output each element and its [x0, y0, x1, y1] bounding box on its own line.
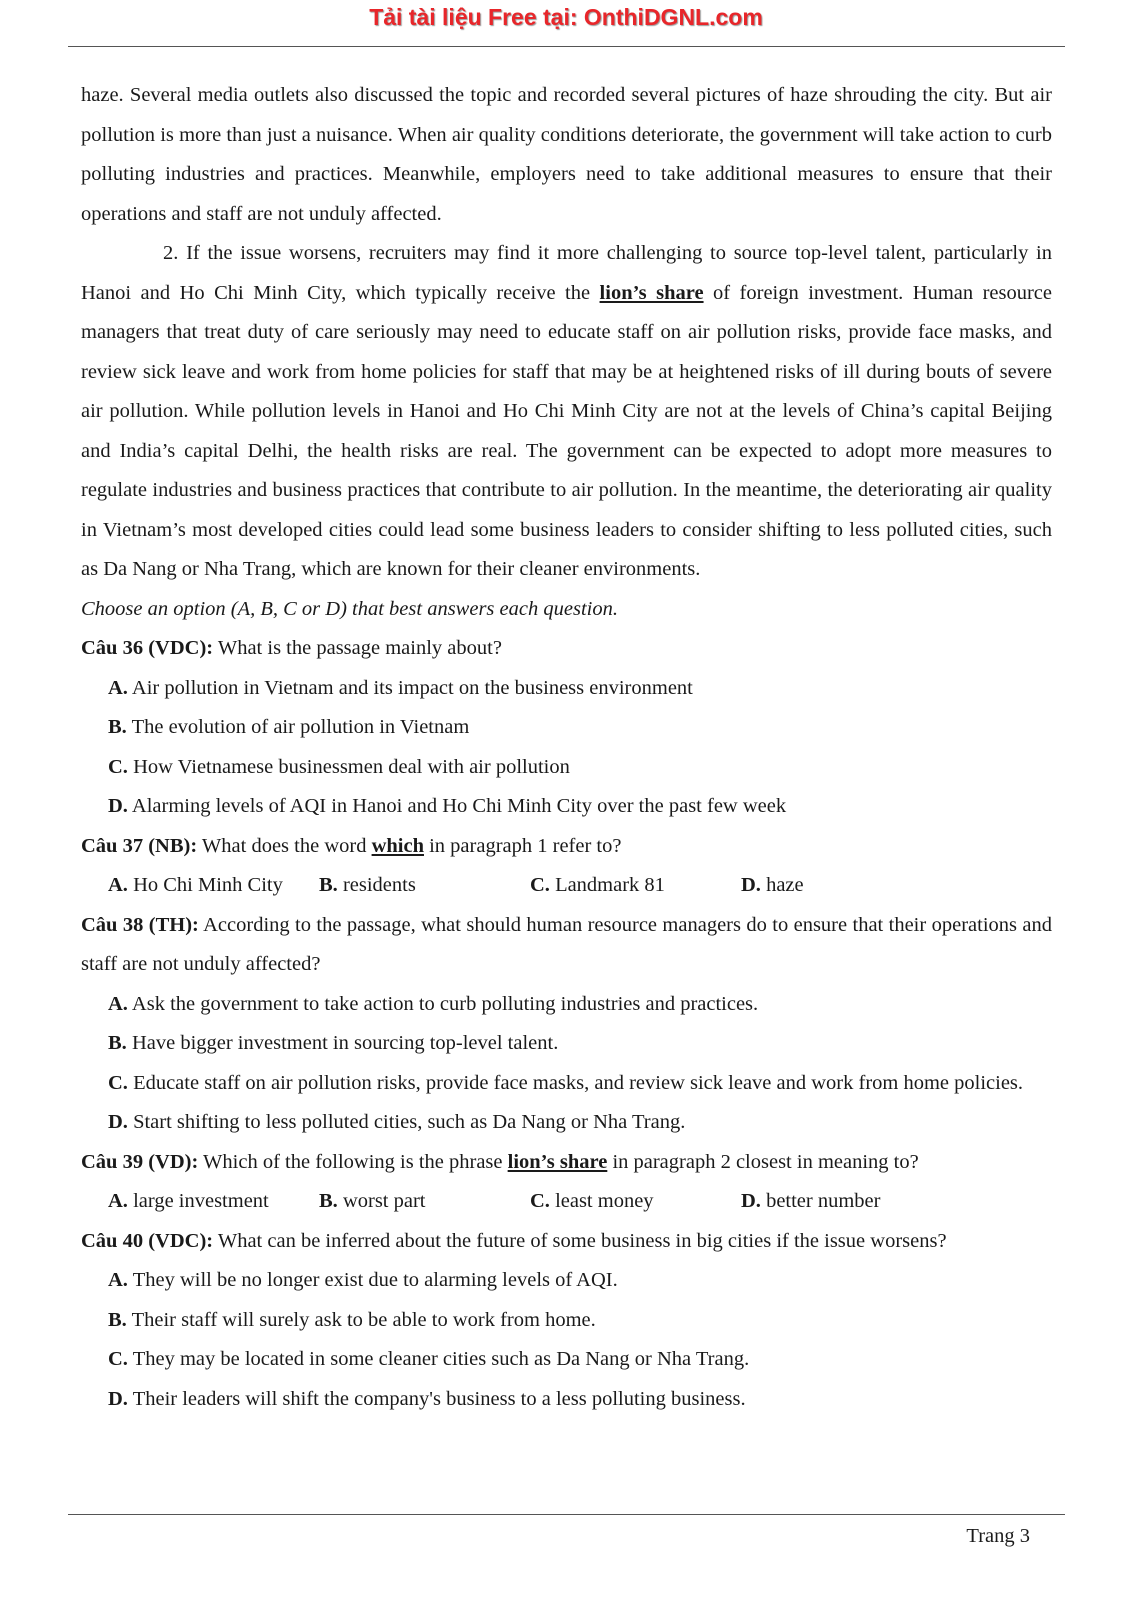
option-38-c: C. Educate staff on air pollution risks, provide face masks, and review sick leave and work from home policies. — [108, 1071, 1024, 1094]
footer-divider — [68, 1514, 1065, 1515]
p2-text-before: 2. If the issue worsens, recruiters may find it more challenging to source top-level talent, particularly in Hanoi and Ho Chi Minh City, which typically receive the — [81, 242, 1052, 304]
page-number: Trang 3 — [966, 1525, 1030, 1547]
question-40 — [81, 1222, 1052, 1262]
question-label: Câu 36 (VDC): — [81, 637, 214, 659]
question-text: What is the passage mainly about? — [213, 637, 502, 659]
site-banner: Tải tài liệu Free tại: OnthiDGNL.com — [369, 4, 763, 30]
option-39-a: A. large investment — [108, 1190, 269, 1212]
question-text: What can be inferred about the future of some business in big cities if the issue worsens? — [213, 1229, 947, 1252]
option-40-b: B. Their staff will surely ask to be able to work from home. — [108, 1308, 596, 1331]
option-38-a: A. Ask the government to take action to curb polluting industries and practices. — [108, 992, 759, 1015]
option-36-a: A. Air pollution in Vietnam and its impact on the business environment — [108, 676, 693, 699]
highlight-which: which — [371, 834, 424, 857]
instruction: Choose an option (A, B, C or D) that best answers each question. — [81, 597, 618, 620]
question-label: Câu 39 (VD): — [81, 1150, 199, 1173]
option-37-d: D. haze — [741, 874, 804, 896]
options-37 — [81, 866, 1052, 906]
option-39-d: D. better number — [741, 1190, 881, 1212]
option-40-c: C. They may be located in some cleaner cities such as Da Nang or Nha Trang. — [108, 1348, 750, 1370]
question-text: According to the passage, what should human resource managers do to ensure that their operations and staff are not unduly affected? — [81, 913, 1052, 975]
option-36-d: D. Alarming levels of AQI in Hanoi and Ho Chi Minh City over the past few week — [108, 795, 787, 817]
header-divider — [68, 46, 1065, 47]
question-label: Câu 37 (NB): — [81, 834, 198, 857]
option-40-a: A. They will be no longer exist due to alarming levels of AQI. — [108, 1269, 618, 1291]
option-37-c: C. Landmark 81 — [530, 874, 665, 896]
options-39 — [81, 1182, 1052, 1222]
page-content — [81, 76, 1052, 1419]
question-36 — [81, 629, 1052, 669]
question-37: Câu 37 (NB): What does the word which in paragraph 1 refer to? — [81, 834, 622, 857]
option-38-b: B. Have bigger investment in sourcing top-level talent. — [108, 1032, 559, 1054]
option-39-c: C. least money — [530, 1190, 654, 1212]
option-38-d: D. Start shifting to less polluted cities, such as Da Nang or Nha Trang. — [108, 1111, 686, 1133]
p2-text-after: of foreign investment. Human resource managers that treat duty of care seriously may need to educate staff on air pollution risks, provide face masks, and review sick leave and work from home policies for staff that may be at heightened risks of ill during bouts of severe air pollution. While pollution levels in Hanoi and Ho Chi Minh City are not at the levels of China’s capital Beijing and India’s capital Delhi, the health risks are real. The government can be expected to adopt more measures to regulate industries and business practices that contribute to air pollution. In the meantime, the deteriorating air quality in Vietnam’s most developed cities could lead some business leaders to consider shifting to less polluted cities, such as Da Nang or Nha Trang, which are known for their cleaner environments. — [81, 281, 1052, 580]
question-39: Câu 39 (VD): Which of the following is the phrase lion’s share in paragraph 2 closest in meaning to? — [81, 1150, 919, 1173]
option-36-c: C. How Vietnamese businessmen deal with air pollution — [108, 755, 570, 778]
option-37-b: B. residents — [319, 874, 416, 896]
highlight-lions-share: lion’s share — [599, 281, 704, 304]
question-38 — [81, 906, 1052, 985]
highlight-lions-share-q39: lion’s share — [507, 1150, 608, 1173]
question-label: Câu 40 (VDC): — [81, 1229, 214, 1252]
option-36-b: B. The evolution of air pollution in Vietnam — [108, 716, 470, 738]
passage-paragraph-2 — [81, 234, 1052, 590]
option-40-d: D. Their leaders will shift the company's business to a less polluting business. — [108, 1387, 746, 1410]
option-37-a: A. Ho Chi Minh City — [108, 874, 283, 896]
option-39-b: B. worst part — [319, 1190, 426, 1212]
passage-paragraph-1: haze. Several media outlets also discussed the topic and recorded several pictures of haze shrouding the city. But air pollution is more than just a nuisance. When air quality conditions deteriorate, the government will take action to curb polluting industries and practices. Meanwhile, employers need to take additional measures to ensure that their operations and staff are not unduly affected. — [81, 84, 1052, 225]
question-label: Câu 38 (TH): — [81, 913, 199, 936]
